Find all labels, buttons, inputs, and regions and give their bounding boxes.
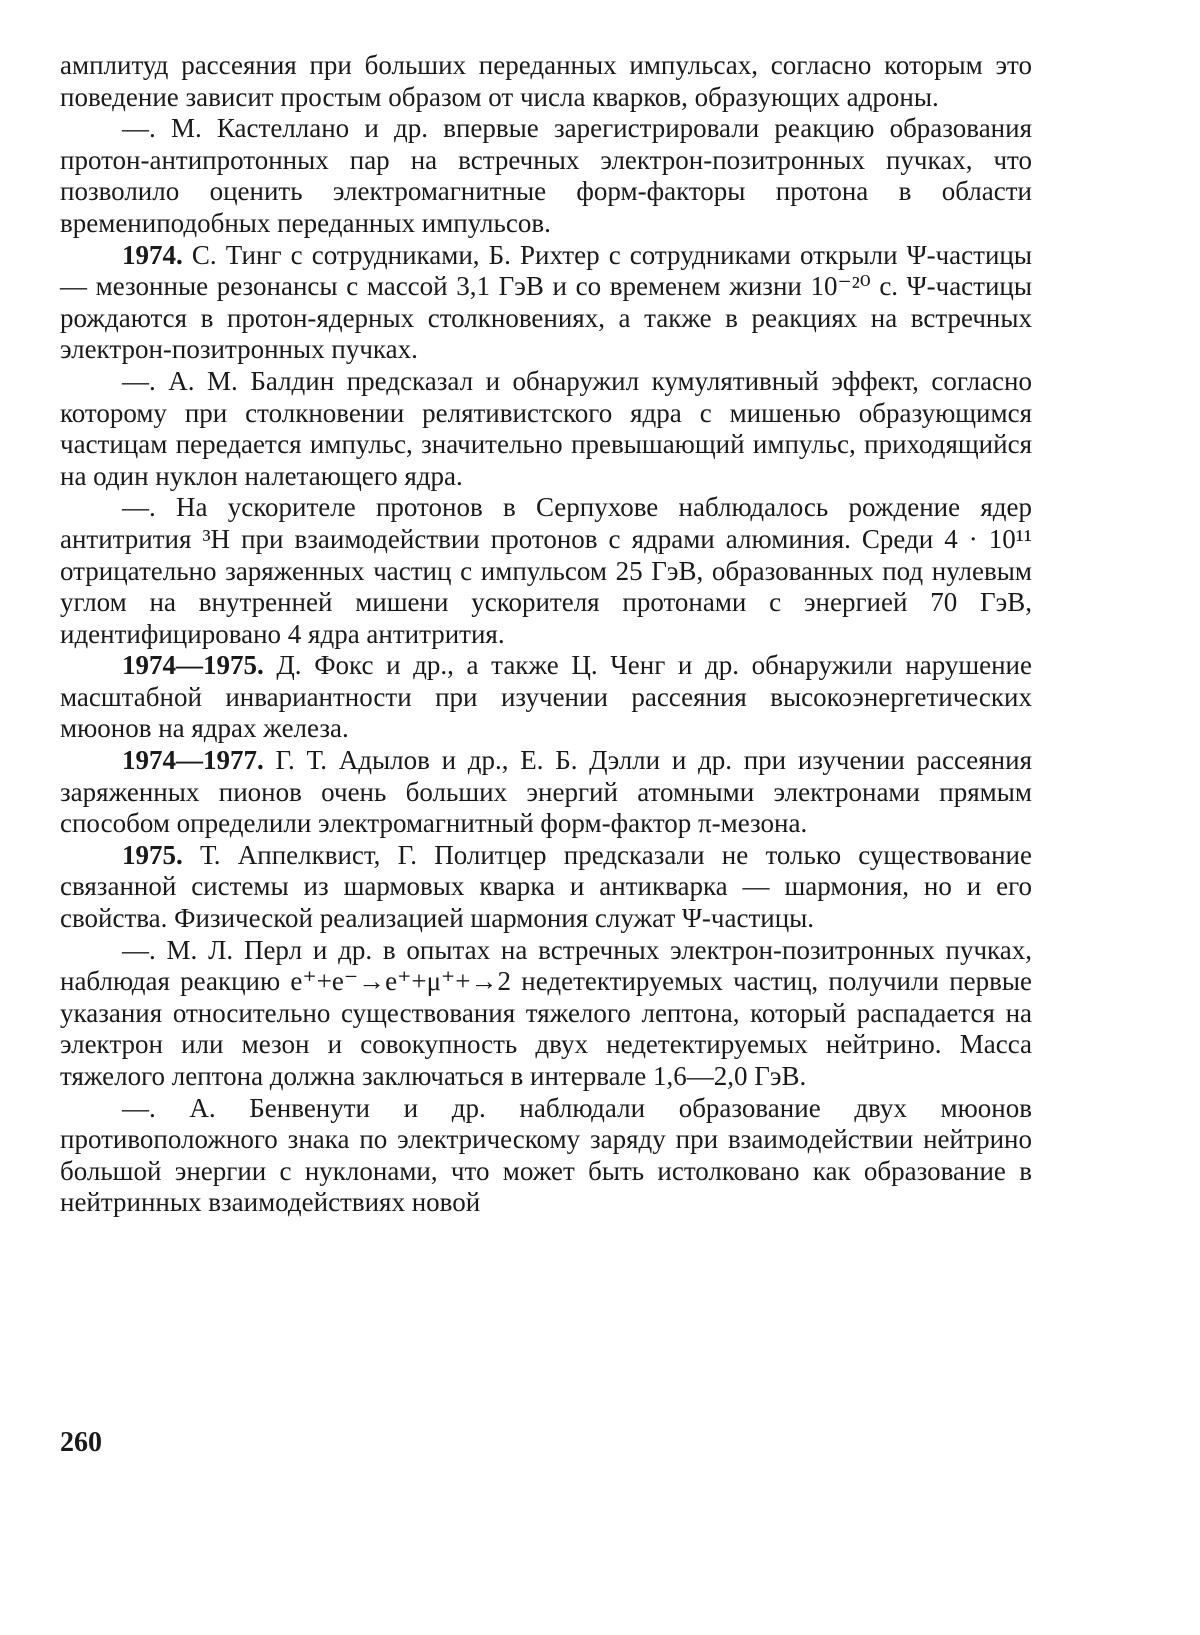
paragraph-text: Д. Фокс и др., а также Ц. Ченг и др. обнаружили нарушение масштабной инвариантности при изучении рассеяния высокоэнергетических мюонов на ядрах железа. (60, 650, 1032, 744)
paragraph-text: —. М. Кастеллано и др. впервые зарегистрировали реакцию образования протон-антипротонных пар на встречных электрон-позитронных пучках, что позволило оценить электромагнитные форм-факторы протона в области времениподобных переданных импульсов. (60, 113, 1032, 238)
paragraph (60, 113, 1032, 239)
paragraph-text: Т. Аппелквист, Г. Политцер предсказали не только существование связанной системы из шармовых кварка и антикварка — шармония, но и его свойства. Физической реализацией шармония служат Ψ-частицы. (60, 839, 1032, 934)
paragraph (60, 366, 1032, 492)
paragraph (60, 840, 1032, 935)
paragraph-text: —. А. М. Балдин предсказал и обнаружил кумулятивный эффект, согласно которому при столкновении релятивистского ядра с мишенью образующимся частицам передается импульс, значительно превышающий импульс, приходящийся на один нуклон налетающего ядра. (60, 365, 1032, 491)
year-label: 1974—1977. (122, 745, 264, 776)
paragraph-text: амплитуд рассеяния при больших переданных импульсах, согласно которым это поведение зависит простым образом от числа кварков, образующих адроны. (60, 50, 1032, 112)
paragraph-text: —. На ускорителе протонов в Серпухове наблюдалось рождение ядер антитрития ³H при взаимодействии протонов с ядрами алюминия. Среди 4 · 10¹¹ отрицательно заряженных частиц с импульсом 25 ГэВ, образованных под нулевым углом на внутренней мишени ускорителя протонами с энергией 70 ГэВ, идентифицировано 4 ядра антитрития. (60, 492, 1032, 649)
paragraph (60, 492, 1032, 650)
paragraph (60, 745, 1032, 840)
year-label: 1974—1975. (122, 650, 264, 681)
year-label: 1974. (122, 239, 183, 270)
paragraph (60, 1093, 1032, 1219)
paragraph-text: —. М. Л. Перл и др. в опытах на встречных электрон-позитронных пучках, наблюдая реакцию e⁺+e⁻→e⁺+μ⁺+→2 недетектируемых частиц, получили первые указания относительно существования тяжелого лептона, который распадается на электрон или мезон и совокупность двух недетектируемых нейтрино. Масса тяжелого лептона должна заключаться в интервале 1,6—2,0 ГэВ. (60, 934, 1032, 1091)
paragraph-text: С. Тинг с сотрудниками, Б. Рихтер с сотрудниками открыли Ψ-частицы — мезонные резонансы с массой 3,1 ГэВ и со временем жизни 10⁻²⁰ с. Ψ-частицы рождаются в протон-ядерных столкновениях, а также в реакциях на встречных электрон-позитронных пучках. (60, 239, 1032, 365)
paragraph (60, 935, 1032, 1093)
paragraph (60, 240, 1032, 366)
paragraph-text: Г. Т. Адылов и др., Е. Б. Дэлли и др. при изучении рассеяния заряженных пионов очень больших энергий атомными электронами прямым способом определили электромагнитный форм-фактор π-мезона. (60, 745, 1032, 839)
paragraph (60, 650, 1032, 745)
page-number: 260 (60, 1427, 102, 1458)
paragraph (60, 50, 1032, 113)
year-label: 1975. (122, 839, 183, 870)
paragraph-text: —. А. Бенвенути и др. наблюдали образование двух мюонов противоположного знака по электрическому заряду при взаимодействии нейтрино большой энергии с нуклонами, что может быть истолковано как образование в нейтринных взаимодействиях новой (60, 1092, 1032, 1218)
page-text (60, 50, 1032, 1219)
